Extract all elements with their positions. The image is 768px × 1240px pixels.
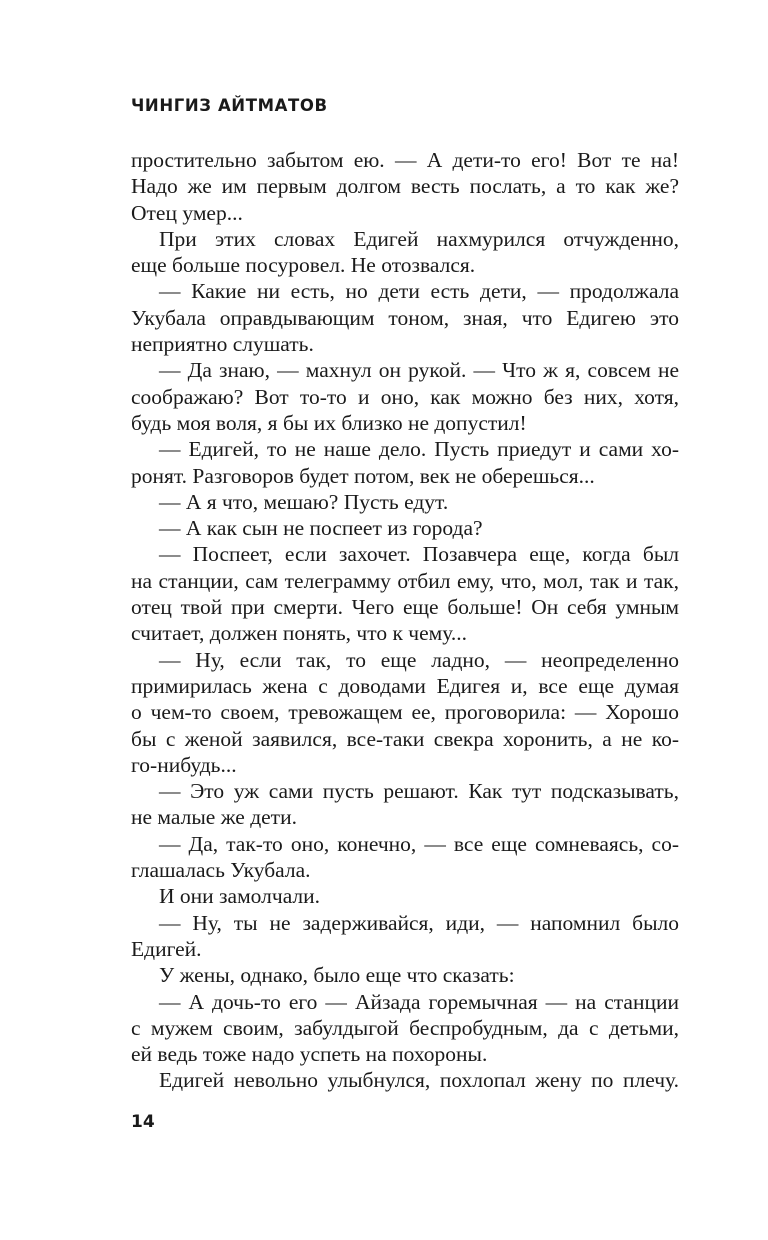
text-line: У жены, однако, было еще что сказать: [159, 963, 515, 988]
text-line: неприятно слушать. [131, 332, 314, 357]
body-text [131, 147, 679, 1094]
text-line: — Едигей, то не наше дело. Пусть приедут и сами хо- [159, 437, 679, 462]
text-line: — Это уж сами пусть решают. Как тут подсказывать, [159, 779, 679, 804]
page-number: 14 [131, 1112, 155, 1132]
text-line: о чем-то своем, тревожащем ее, проговорила: — Хорошо [131, 700, 679, 725]
text-line: отец твой при смерти. Чего еще больше! Он себя умным [131, 595, 679, 620]
text-line: — А как сын не поспеет из города? [159, 516, 483, 541]
text-line: простительно забытом ею. — А дети-то его! Вот те на! [131, 148, 679, 172]
text-line: Едигей. [131, 936, 202, 961]
text-line: го-нибудь... [131, 752, 237, 777]
text-line: ей ведь тоже надо успеть на похороны. [131, 1042, 488, 1067]
running-header-author: ЧИНГИЗ АЙТМАТОВ [131, 96, 328, 115]
text-line: Едигей невольно улыбнулся, похлопал жену по плечу. [159, 1068, 679, 1093]
text-line: еще больше посуровел. Не отозвался. [131, 253, 476, 278]
text-line: — Поспеет, если захочет. Позавчера еще, когда был [159, 542, 679, 567]
text-line: И они замолчали. [159, 884, 321, 909]
text-line: глашалась Укубала. [131, 858, 311, 883]
text-line: — Да знаю, — махнул он рукой. — Что ж я, совсем не [159, 358, 679, 383]
text-line: с мужем своим, забулдыгой беспробудным, да с детьми, [131, 1015, 679, 1040]
text-line: — А дочь-то его — Айзада горемычная — на станции [159, 989, 679, 1014]
text-line: считает, должен понять, что к чему... [131, 621, 467, 646]
text-line: — А я что, мешаю? Пусть едут. [159, 489, 449, 514]
text-line: — Какие ни есть, но дети есть дети, — продолжала [159, 279, 679, 304]
text-line: бы с женой заявился, все-таки свекра хоронить, а не ко- [131, 726, 679, 751]
text-line: Отец умер... [131, 200, 243, 225]
text-line: — Ну, если так, то еще ладно, — неопределенно [159, 647, 679, 672]
text-line: Укубала оправдывающим тоном, зная, что Едигею это [131, 305, 679, 330]
text-line: — Ну, ты не задерживайся, иди, — напомнил было [159, 910, 679, 935]
text-line: будь моя воля, я бы их близко не допустил! [131, 410, 527, 435]
text-line: соображаю? Вот то-то и оно, как можно без них, хотя, [131, 384, 679, 409]
text-line: ронят. Разговоров будет потом, век не оберешься... [131, 463, 595, 488]
text-line: При этих словах Едигей нахмурился отчужденно, [159, 226, 679, 251]
text-line: — Да, так-то оно, конечно, — все еще сомневаясь, со- [159, 831, 679, 856]
text-line: на станции, сам телеграмму отбил ему, что, мол, так и так, [131, 568, 679, 593]
text-line: не малые же дети. [131, 805, 297, 830]
text-line: примирилась жена с доводами Едигея и, все еще думая [131, 673, 679, 698]
text-line: Надо же им первым долгом весть послать, а то как же? [131, 174, 679, 199]
